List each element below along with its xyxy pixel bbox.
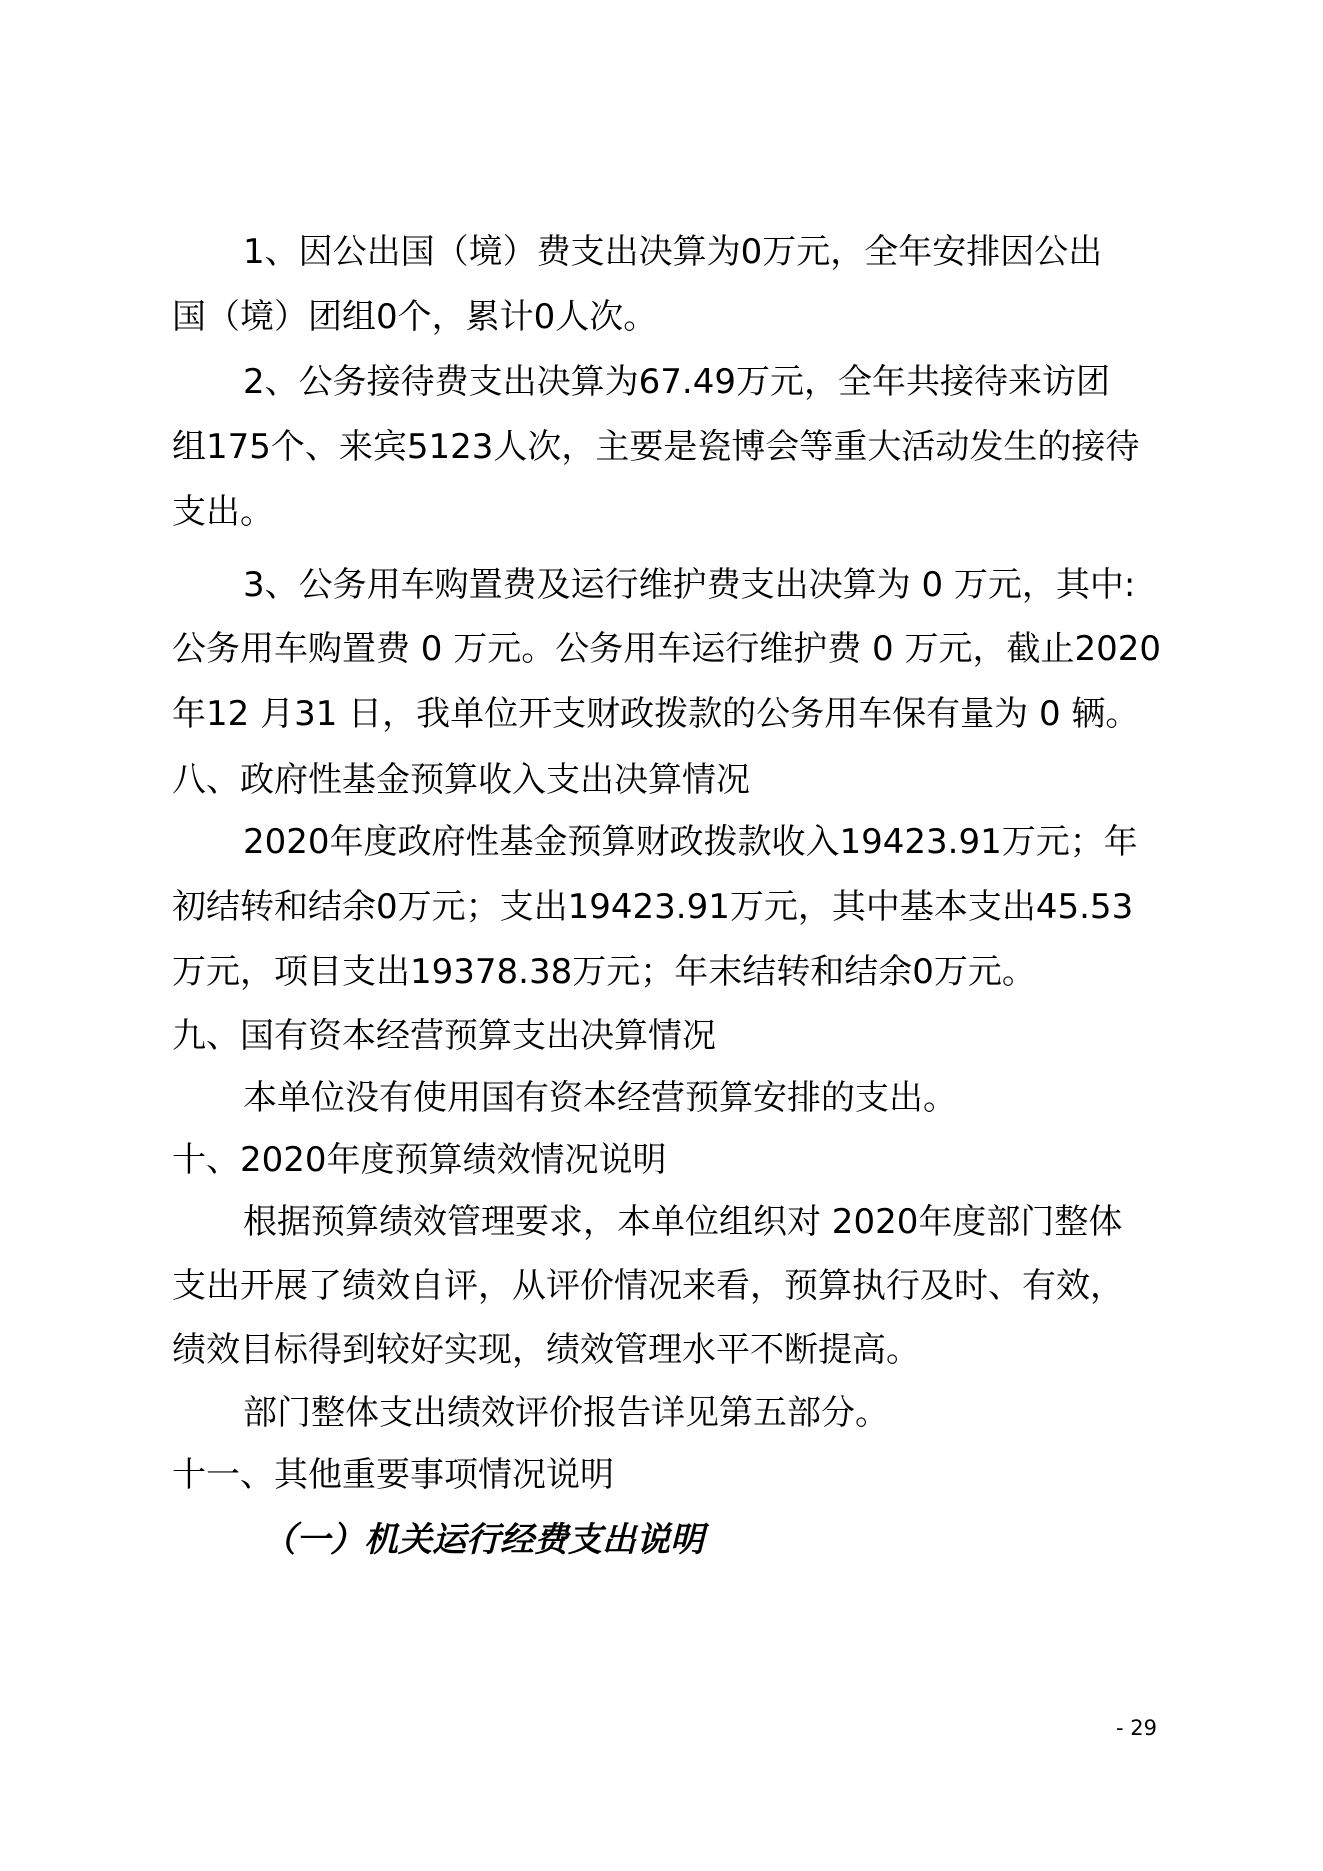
paragraph-line: 公务用车购置费 0 万元。公务用车运行维护费 0 万元，截止2020: [172, 629, 1162, 669]
paragraph-line: 根据预算绩效管理要求，本单位组织对 2020年度部门整体: [243, 1202, 1123, 1242]
section-heading: 八、政府性基金预算收入支出决算情况: [172, 760, 750, 800]
paragraph-line: 1、因公出国（境）费支出决算为0万元，全年安排因公出: [243, 232, 1103, 272]
paragraph-line: 2020年度政府性基金预算财政拨款收入19423.91万元；年: [243, 822, 1138, 862]
section-heading: 十一、其他重要事项情况说明: [172, 1455, 614, 1495]
paragraph-line: 初结转和结余0万元；支出19423.91万元，其中基本支出45.53: [172, 887, 1134, 927]
paragraph-line: 国（境）团组0个，累计0人次。: [172, 297, 658, 337]
section-heading: 十、2020年度预算绩效情况说明: [172, 1140, 667, 1180]
paragraph-line: 支出。: [172, 492, 274, 532]
section-heading: 九、国有资本经营预算支出决算情况: [172, 1016, 716, 1056]
paragraph-line: 万元，项目支出19378.38万元；年末结转和结余0万元。: [172, 952, 1036, 992]
subsection-heading: （一）机关运行经费支出说明: [262, 1520, 704, 1560]
paragraph-line: 部门整体支出绩效评价报告详见第五部分。: [243, 1393, 889, 1433]
paragraph-line: 绩效目标得到较好实现，绩效管理水平不断提高。: [172, 1330, 920, 1370]
paragraph-line: 组175个、来宾5123人次，主要是瓷博会等重大活动发生的接待: [172, 427, 1140, 467]
paragraph-line: 2、公务接待费支出决算为67.49万元，全年共接待来访团: [243, 362, 1110, 402]
page-number: - 29: [1116, 1716, 1157, 1740]
paragraph-line: 年12 月31 日，我单位开支财政拨款的公务用车保有量为 0 辆。: [172, 694, 1140, 734]
paragraph-line: 本单位没有使用国有资本经营预算安排的支出。: [243, 1078, 957, 1118]
paragraph-line: 支出开展了绩效自评，从评价情况来看，预算执行及时、有效，: [172, 1266, 1124, 1306]
paragraph-line: 3、公务用车购置费及运行维护费支出决算为 0 万元，其中:: [243, 565, 1136, 605]
